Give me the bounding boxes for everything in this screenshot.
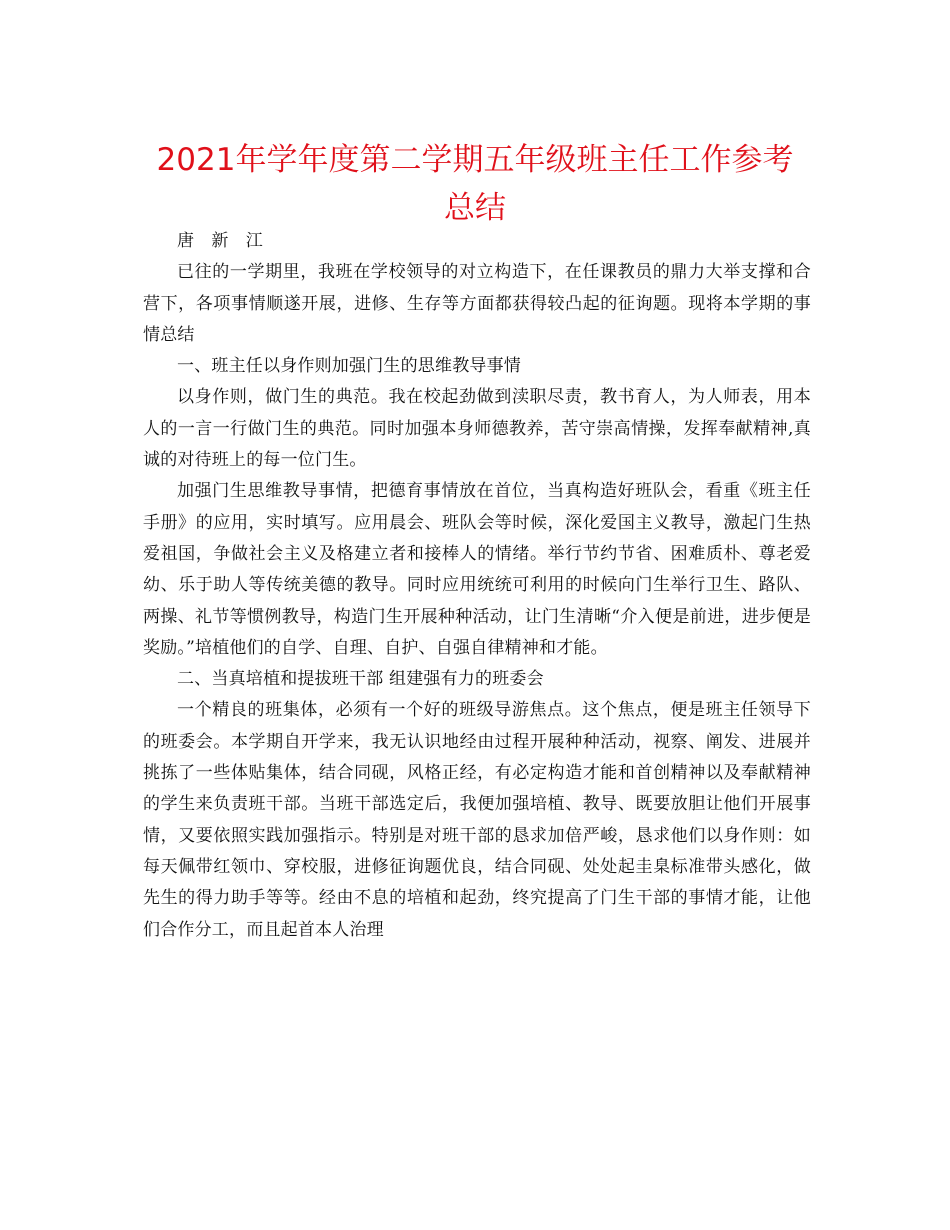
- document-title-line-1: 2021年学年度第二学期五年级班主任工作参考: [156, 142, 794, 178]
- paragraph-role-model: 以身作则，做门生的典范。我在校起劲做到渎职尽责，教书育人，为人师表，用本人的一言一行做门生的典范。同时加强本身师德教养，苦守崇高情操，发挥奉献精神,真诚的对待班上的每一位门生。: [143, 387, 811, 471]
- paragraph-moral-education: 加强门生思维教导事情，把德育事情放在首位，当真构造好班队会，看重《班主任手册》的应用，实时填写。应用晨会、班队会等时候，深化爱国主义教导，激起门生热爱祖国，争做社会主义及格建立者和接棒人的情绪。举行节约节省、困难质朴、尊老爱幼、乐于助人等传统美德的教导。同时应用统统可利用的时候向门生举行卫生、路队、两操、礼节等惯例教导，构造门生开展种种活动，让门生清晰“介入便是前进，进步便是奖励。”培植他们的自学、自理、自护、自强自律精神和才能。: [143, 481, 811, 658]
- paragraph-intro: 已往的一学期里，我班在学校领导的对立构造下，在任课教员的鼎力大举支撑和合营下，各项事情顺遂开展，进修、生存等方面都获得较凸起的征询题。现将本学期的事情总结: [143, 262, 811, 345]
- section-heading-1: 一、班主任以身作则加强门生的思维教导事情: [177, 356, 521, 377]
- document-title-line-2: 总结: [444, 190, 506, 226]
- author-name: 唐 新 江: [177, 231, 269, 251]
- section-heading-2: 二、当真培植和提拔班干部 组建强有力的班委会: [177, 669, 544, 690]
- paragraph-class-committee: 一个精良的班集体，必须有一个好的班级导游焦点。这个焦点，便是班主任领导下的班委会。本学期自开学来，我无认识地经由过程开展种种活动，视察、阐发、进展并挑拣了一些体贴集体，结合同砚，风格正经，有必定构造才能和首创精神以及奉献精神的学生来负责班干部。当班干部选定后，我便加强培植、教导、既要放胆让他们开展事情，又要依照实践加强指示。特别是对班干部的恳求加倍严峻，恳求他们以身作则：如每天佩带红领巾、穿校服，进修征询题优良，结合同砚、处处起圭臬标准带头感化，做先生的得力助手等等。经由不息的培植和起劲，终究提高了门生干部的事情才能，让他们合作分工，而且起首本人治理: [143, 700, 811, 940]
- document-body: [143, 226, 811, 946]
